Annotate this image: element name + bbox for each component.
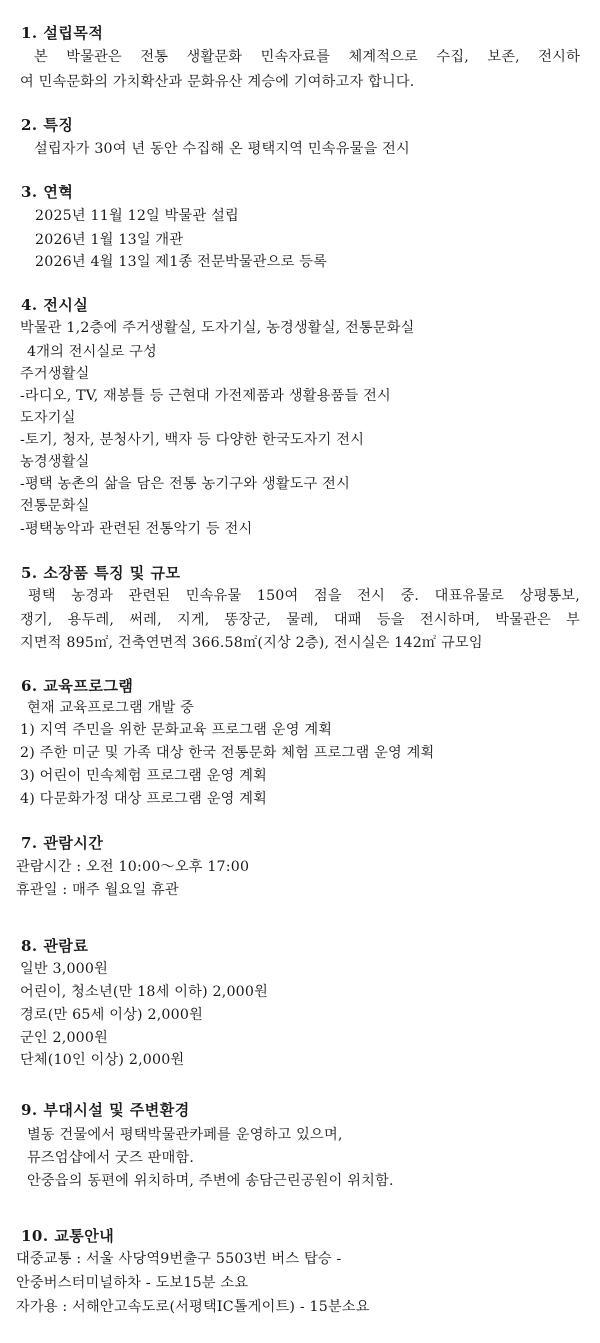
halls-line-8: -평택 농촌의 삶을 담은 전통 농기구와 생활도구 전시 — [20, 476, 350, 492]
section-heading-purpose: 1. 설립목적 — [21, 24, 104, 42]
section-heading-exhibition-halls: 4. 전시실 — [21, 296, 89, 314]
history-line-3: 2026년 4월 13일 제1종 전문박물관으로 등록 — [35, 254, 328, 270]
transport-line-1: 대중교통 : 서울 사당역9번출구 5503번 버스 탑승 - — [16, 1251, 342, 1267]
halls-line-5: 도자기실 — [20, 410, 76, 426]
features-line-1: 설립자가 30여 년 동안 수집해 온 평택지역 민속유물을 전시 — [34, 141, 410, 157]
facilities-line-3: 안중읍의 동편에 위치하며, 주변에 송담근린공원이 위치함. — [27, 1173, 394, 1189]
history-line-1: 2025년 11월 12일 박물관 설립 — [35, 208, 239, 224]
section-heading-facilities: 9. 부대시설 및 주변환경 — [21, 1101, 190, 1119]
admission-line-5: 단체(10인 이상) 2,000원 — [20, 1052, 185, 1068]
education-line-3: 2) 주한 미군 및 가족 대상 한국 전통문화 체험 프로그램 운영 계획 — [20, 745, 435, 761]
purpose-line-2: 여 민속문화의 가치확산과 문화유산 계승에 기여하고자 합니다. — [20, 74, 415, 90]
education-line-4: 3) 어린이 민속체험 프로그램 운영 계획 — [20, 768, 268, 784]
purpose-line-1: 본 박물관은 전통 생활문화 민속자료를 체계적으로 수집, 보존, 전시하 — [34, 49, 580, 65]
education-line-2: 1) 지역 주민을 위한 문화교육 프로그램 운영 계획 — [20, 722, 333, 738]
section-heading-hours: 7. 관람시간 — [21, 834, 104, 852]
education-line-5: 4) 다문화가정 대상 프로그램 운영 계획 — [20, 791, 268, 807]
hours-line-2: 휴관일 : 매주 월요일 휴관 — [16, 882, 179, 898]
halls-line-9: 전통문화실 — [20, 498, 90, 514]
section-heading-history: 3. 연혁 — [21, 183, 74, 201]
hours-line-1: 관람시간 : 오전 10:00～오후 17:00 — [16, 859, 250, 875]
collection-line-1: 평택 농경과 관련된 민속유물 150여 점을 전시 중. 대표유물로 상평통보, — [28, 588, 580, 604]
halls-line-3: 주거생활실 — [20, 366, 90, 382]
halls-line-7: 농경생활실 — [20, 454, 90, 470]
history-line-2: 2026년 1월 13일 개관 — [35, 232, 184, 248]
transport-line-3: 자가용 : 서해안고속도로(서평택IC톨게이트) - 15분소요 — [16, 1299, 370, 1315]
collection-line-3: 지면적 895㎡, 건축연면적 366.58㎡(지상 2층), 전시실은 142㎡ 규모임 — [20, 635, 483, 651]
section-heading-features: 2. 특징 — [21, 116, 74, 134]
collection-line-2: 쟁기, 용두레, 써레, 지게, 똥장군, 물레, 대패 등을 전시하며, 박물관은 부 — [20, 612, 580, 628]
admission-line-2: 어린이, 청소년(만 18세 이하) 2,000원 — [20, 984, 269, 1000]
admission-line-1: 일반 3,000원 — [20, 961, 109, 977]
halls-line-6: -토기, 청자, 분청사기, 백자 등 다양한 한국도자기 전시 — [20, 432, 365, 448]
section-heading-education: 6. 교육프로그램 — [21, 677, 134, 695]
halls-line-4: -라디오, TV, 재봉틀 등 근현대 가전제품과 생활용품들 전시 — [20, 388, 391, 404]
education-line-1: 현재 교육프로그램 개발 중 — [27, 700, 195, 716]
admission-line-4: 군인 2,000원 — [20, 1030, 109, 1046]
facilities-line-1: 별동 건물에서 평택박물관카페를 운영하고 있으며, — [27, 1127, 343, 1143]
section-heading-collection: 5. 소장품 특징 및 규모 — [21, 564, 181, 582]
section-heading-admission: 8. 관람료 — [21, 937, 89, 955]
admission-line-3: 경로(만 65세 이상) 2,000원 — [20, 1007, 204, 1023]
halls-line-2: 4개의 전시실로 구성 — [27, 344, 157, 360]
halls-line-1: 박물관 1,2층에 주거생활실, 도자기실, 농경생활실, 전통문화실 — [20, 320, 415, 336]
halls-line-10: -평택농악과 관련된 전통악기 등 전시 — [20, 521, 253, 537]
facilities-line-2: 뮤즈엄샵에서 굿즈 판매함. — [27, 1150, 195, 1166]
section-heading-transport: 10. 교통안내 — [21, 1227, 115, 1245]
transport-line-2: 안중버스터미널하차 - 도보15분 소요 — [16, 1275, 249, 1291]
